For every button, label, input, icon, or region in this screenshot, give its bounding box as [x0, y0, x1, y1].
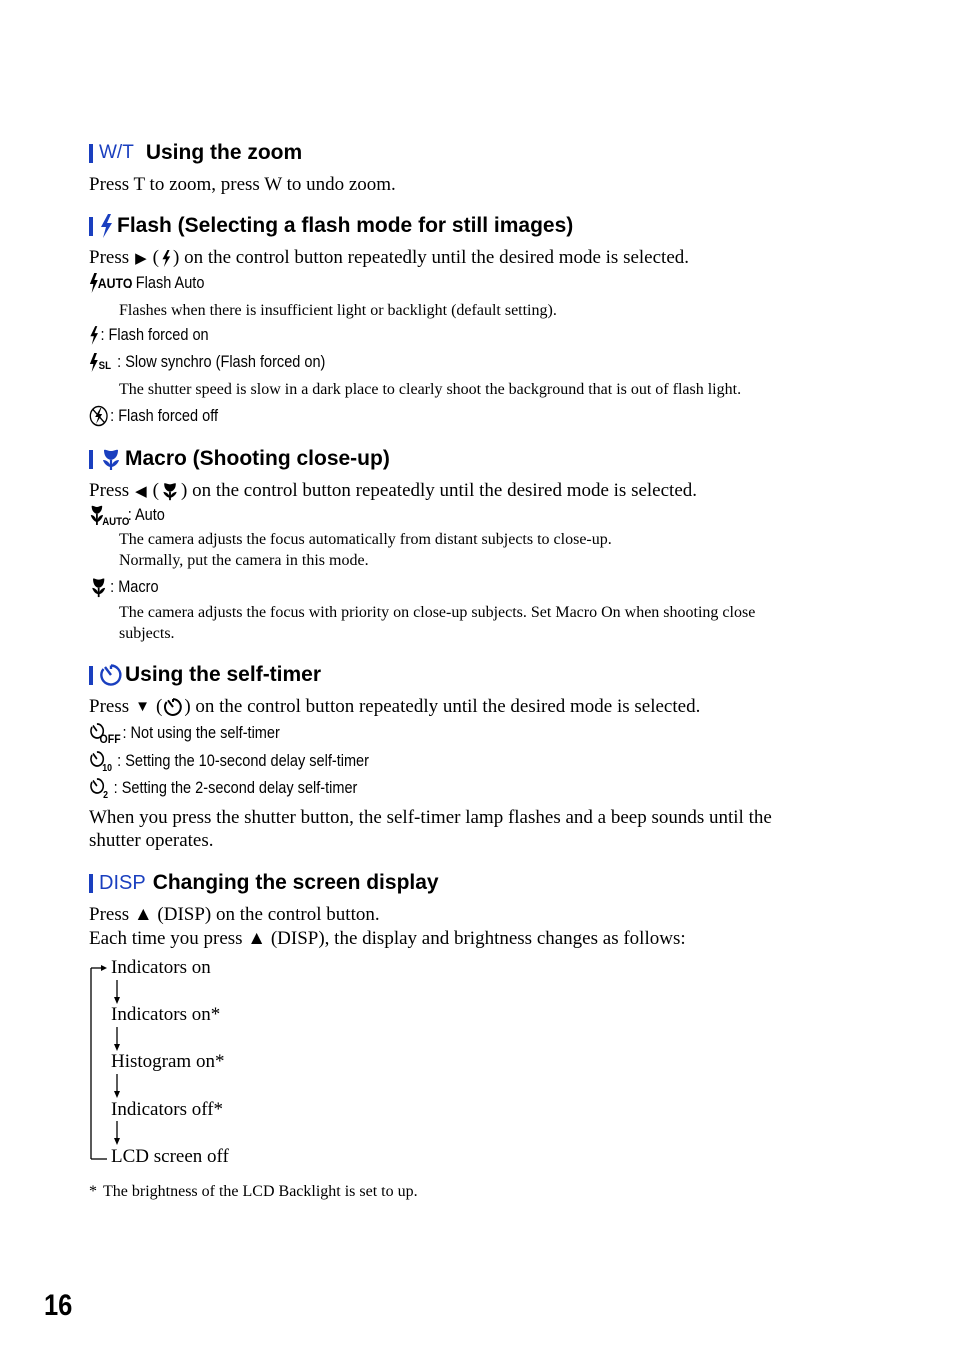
zoom-title: Using the zoom — [145, 141, 303, 164]
disp-line-2: Each time you press ▲ (DISP), the display and brightness changes as follows: — [89, 928, 686, 949]
selftimer-note-1: When you press the shutter button, the self-timer lamp flashes and a beep sounds until the — [89, 807, 772, 828]
flash-icon — [161, 250, 171, 267]
svg-text:SL: SL — [98, 360, 112, 373]
flash-auto-icon — [89, 273, 133, 293]
self-timer-10-option: 10 : Setting the 10-second delay self-timer — [89, 750, 369, 772]
flow-step: Indicators on* — [111, 1004, 221, 1025]
section-bar — [89, 874, 93, 893]
macro-press-line: Press ◀ ( ) on the control button repeatedly until the desired mode is selected. — [89, 480, 698, 501]
macro-auto-option: AUTO : Auto — [89, 504, 165, 526]
flash-forced-on-option: : Flash forced on — [89, 326, 209, 345]
flash-title: Flash (Selecting a flash mode for still images) — [117, 214, 574, 237]
slow-synchro-desc: The shutter speed is slow in a dark place to clearly shoot the background that is out of flash light. — [119, 381, 742, 398]
disp-heading — [89, 871, 439, 895]
flash-icon — [99, 214, 113, 238]
footnote-text: The brightness of the LCD Backlight is set to up. — [103, 1183, 418, 1200]
macro-title: Macro (Shooting close-up) — [125, 447, 390, 470]
self-timer-icon — [163, 697, 183, 717]
svg-text:10: 10 — [102, 761, 112, 774]
self-timer-icon — [99, 663, 123, 687]
disp-title: Changing the screen display — [152, 871, 439, 894]
disp-key-label: DISP — [99, 871, 146, 894]
macro-heading — [89, 447, 390, 471]
flow-step: LCD screen off — [111, 1146, 229, 1167]
self-timer-10-icon — [89, 750, 115, 772]
down-arrow-icon: ▼ — [135, 698, 150, 715]
flash-forced-off-option: : Flash forced off — [89, 405, 218, 427]
disp-line-1: Press ▲ (DISP) on the control button. — [89, 904, 380, 925]
flash-press-line: Press ▶ ( ) on the control button repeatedly until the desired mode is selected. — [89, 247, 690, 268]
svg-text:2: 2 — [103, 788, 108, 801]
zoom-heading — [89, 141, 302, 165]
footnote-marker: * — [89, 1183, 97, 1200]
svg-text:AUTO: AUTO — [102, 516, 130, 529]
page-number: 16 — [44, 1289, 73, 1322]
self-timer-off-icon — [89, 722, 121, 747]
down-arrow-icon — [111, 1121, 123, 1145]
macro-icon — [89, 576, 108, 598]
selftimer-press-line: Press ▼ ( ) on the control button repeatedly until the desired mode is selected. — [89, 696, 701, 717]
flash-forced-off-icon — [89, 405, 108, 427]
left-arrow-icon: ◀ — [135, 483, 147, 500]
flow-step: Indicators off* — [111, 1099, 224, 1120]
zoom-body: Press T to zoom, press W to undo zoom. — [89, 174, 396, 195]
selftimer-title: Using the self-timer — [125, 663, 322, 686]
down-arrow-icon — [111, 980, 123, 1004]
selftimer-note-2: shutter operates. — [89, 830, 214, 851]
flow-step: Indicators on — [111, 957, 211, 978]
down-arrow-icon — [111, 1074, 123, 1098]
right-arrow-icon: ▶ — [135, 250, 147, 267]
selftimer-heading — [89, 663, 321, 687]
svg-text:AUTO: AUTO — [97, 275, 133, 292]
macro-auto-icon — [89, 504, 130, 529]
macro-tulip-icon — [99, 447, 123, 471]
display-cycle-diagram — [88, 957, 288, 1167]
flash-auto-option: AUTO : Flash Auto — [89, 273, 204, 293]
svg-text:OFF: OFF — [99, 733, 121, 747]
zoom-key-label: W/T — [99, 142, 134, 163]
self-timer-off-option: OFF : Not using the self-timer — [89, 722, 280, 744]
slow-synchro-icon — [89, 353, 115, 372]
macro-desc-2: subjects. — [119, 625, 175, 642]
section-bar — [89, 450, 93, 469]
slow-synchro-option: SL : Slow synchro (Flash forced on) — [89, 353, 325, 372]
macro-desc-1: The camera adjusts the focus with priority on close-up subjects. Set Macro On when shooting close — [119, 604, 756, 621]
self-timer-2-icon — [89, 777, 112, 799]
section-bar — [89, 666, 93, 685]
flash-auto-desc: Flashes when there is insufficient light or backlight (default setting). — [119, 302, 557, 319]
flow-step: Histogram on* — [111, 1051, 225, 1072]
flash-forced-on-icon — [89, 326, 99, 345]
section-bar — [89, 144, 93, 163]
flash-heading — [89, 214, 573, 238]
footnote — [89, 1183, 418, 1201]
down-arrow-icon — [111, 1027, 123, 1051]
macro-auto-desc-1: The camera adjusts the focus automatically from distant subjects to close-up. — [119, 531, 612, 548]
macro-option: : Macro — [89, 576, 159, 598]
section-bar — [89, 217, 93, 236]
macro-auto-desc-2: Normally, put the camera in this mode. — [119, 552, 369, 569]
self-timer-2-option: 2 : Setting the 2-second delay self-timer — [89, 777, 357, 799]
macro-tulip-icon — [160, 481, 180, 501]
